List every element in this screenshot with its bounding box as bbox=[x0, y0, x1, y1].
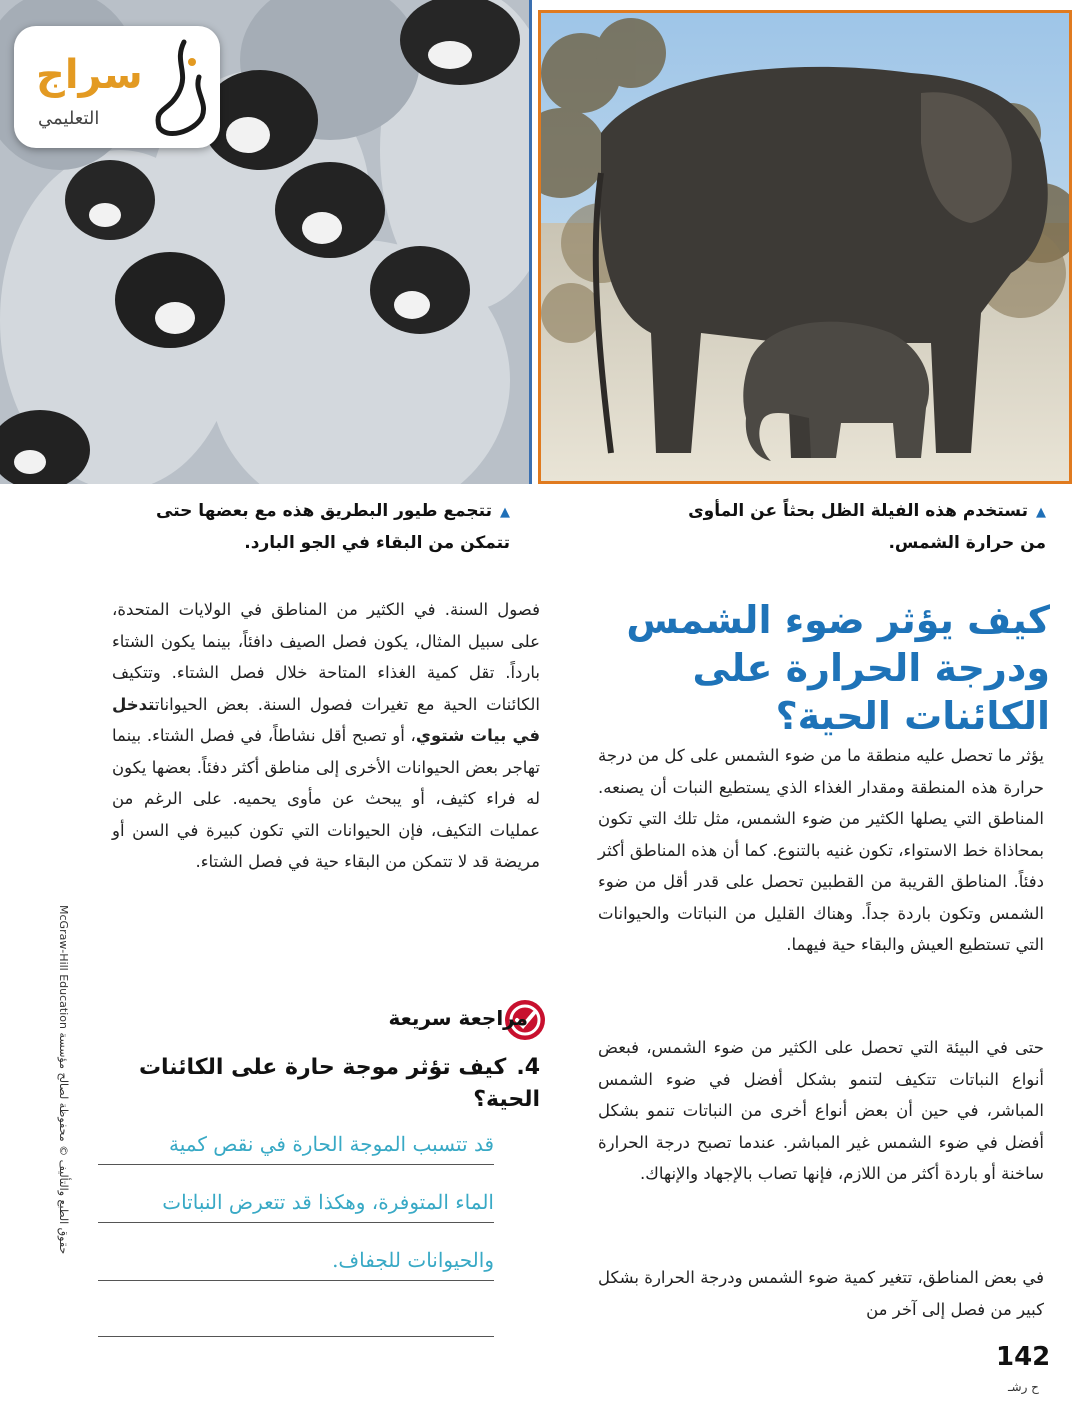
paragraph-4: فصول السنة. في الكثير من المناطق في الولايات المتحدة، على سبيل المثال، يكون فصل الصيف دافئاً، بينما يكون الشتاء بارداً. تقل كمية الغذاء المتاحة خلال فصل الشتاء. وتتكيف الكائنات الحية مع تغيرات فصول السنة. بعض الحيواناتتدخل في بيات شتوي، أو تصبح أقل نشاطاً، في فصل الشتاء. بينما تهاجر بعض الحيوانات الأخرى إلى مناطق أكثر دفئاً. بعضها يكون له فراء كثيف، أو يبحث عن مأوى يحميه. على الرغم من عمليات التكيف، فإن الحيوانات التي تكون كبيرة في السن أو مريضة قد لا تتمكن من البقاء حية في فصل الشتاء. bbox=[112, 600, 540, 871]
answer-rule bbox=[98, 1280, 494, 1281]
triangle-bullet-icon: ▲ bbox=[500, 505, 510, 520]
logo bbox=[14, 26, 220, 148]
answer-line-3: والحيوانات للجفاف. bbox=[332, 1248, 494, 1272]
paragraph-2: حتى في البيئة التي تحصل على الكثير من ضوء الشمس، فبعض أنواع النباتات تتكيف لتنمو بشكل أفضل في ضوء الشمس المباشر، في حين أن بعض أنواع أخرى من النباتات تنمو بشكل أفضل في ضوء الشمس غير المباشر. عندما تصبح درجة الحرارة ساخنة أو باردة أكثر من اللازم، فإنها تصاب بالإجهاد والإنهاك. bbox=[598, 1038, 1044, 1183]
review-question: 4.كيف تؤثر موجة حارة على الكائنات الحية؟ bbox=[100, 1052, 540, 1116]
quick-review-title: مراجعة سريعة bbox=[388, 1006, 528, 1030]
elephant-caption: ▲تستخدم هذه الفيلة الظل بحثاً عن المأوى من حرارة الشمس. bbox=[688, 501, 1046, 553]
answer-rule bbox=[98, 1164, 494, 1165]
answer-rule bbox=[98, 1222, 494, 1223]
elephant-photo bbox=[538, 10, 1072, 484]
penguins-caption: ▲تتجمع طيور البطريق هذه مع بعضها حتى تتمكن من البقاء في الجو البارد. bbox=[156, 501, 510, 553]
answer-line-2: الماء المتوفرة، وهكذا قد تتعرض النباتات bbox=[162, 1190, 494, 1214]
copyright-sidebar: McGraw-Hill Education حقوق الطبع والتأليف © محفوظة لصالح مؤسسة bbox=[57, 905, 70, 1255]
answer-line-1: قد تتسبب الموجة الحارة في نقص كمية bbox=[169, 1132, 494, 1156]
logo-calligraphy-icon bbox=[144, 32, 214, 142]
paragraph-1: يؤثر ما تحصل عليه منطقة ما من ضوء الشمس على كل من درجة حرارة هذه المنطقة ومقدار الغذاء الذي يستطيع النبات أن يصنعه. المناطق التي يصلها الكثير من ضوء الشمس، مثل تلك التي تكون بمحاذاة خط الاستواء، تكون غنيه بالتنوع. كما أن هذه المناطق أكثر دفئاً. المناطق القريبة من القطبين تحصل على قدر أقل من ضوء الشمس وتكون باردة جداً. وهناك القليل من النباتات والحيوانات التي تستطيع العيش والبقاء حية فيهما. bbox=[598, 746, 1044, 954]
answer-rule bbox=[98, 1336, 494, 1337]
page-number: 142 bbox=[996, 1342, 1051, 1372]
triangle-bullet-icon: ▲ bbox=[1036, 505, 1046, 520]
paragraph-3: في بعض المناطق، تتغير كمية ضوء الشمس ودرجة الحرارة بشكل كبير من فصل إلى آخر من bbox=[598, 1268, 1044, 1319]
bold-term: تدخل في بيات شتوي bbox=[112, 694, 540, 745]
page-sub: ح رشـ bbox=[1008, 1380, 1039, 1394]
question-number: 4. bbox=[516, 1055, 540, 1080]
section-heading: كيف يؤثر ضوء الشمس ودرجة الحرارة على الكائنات الحية؟ bbox=[626, 598, 1050, 738]
logo-name: سراج bbox=[36, 52, 143, 98]
logo-subtitle: التعليمي bbox=[38, 108, 100, 129]
